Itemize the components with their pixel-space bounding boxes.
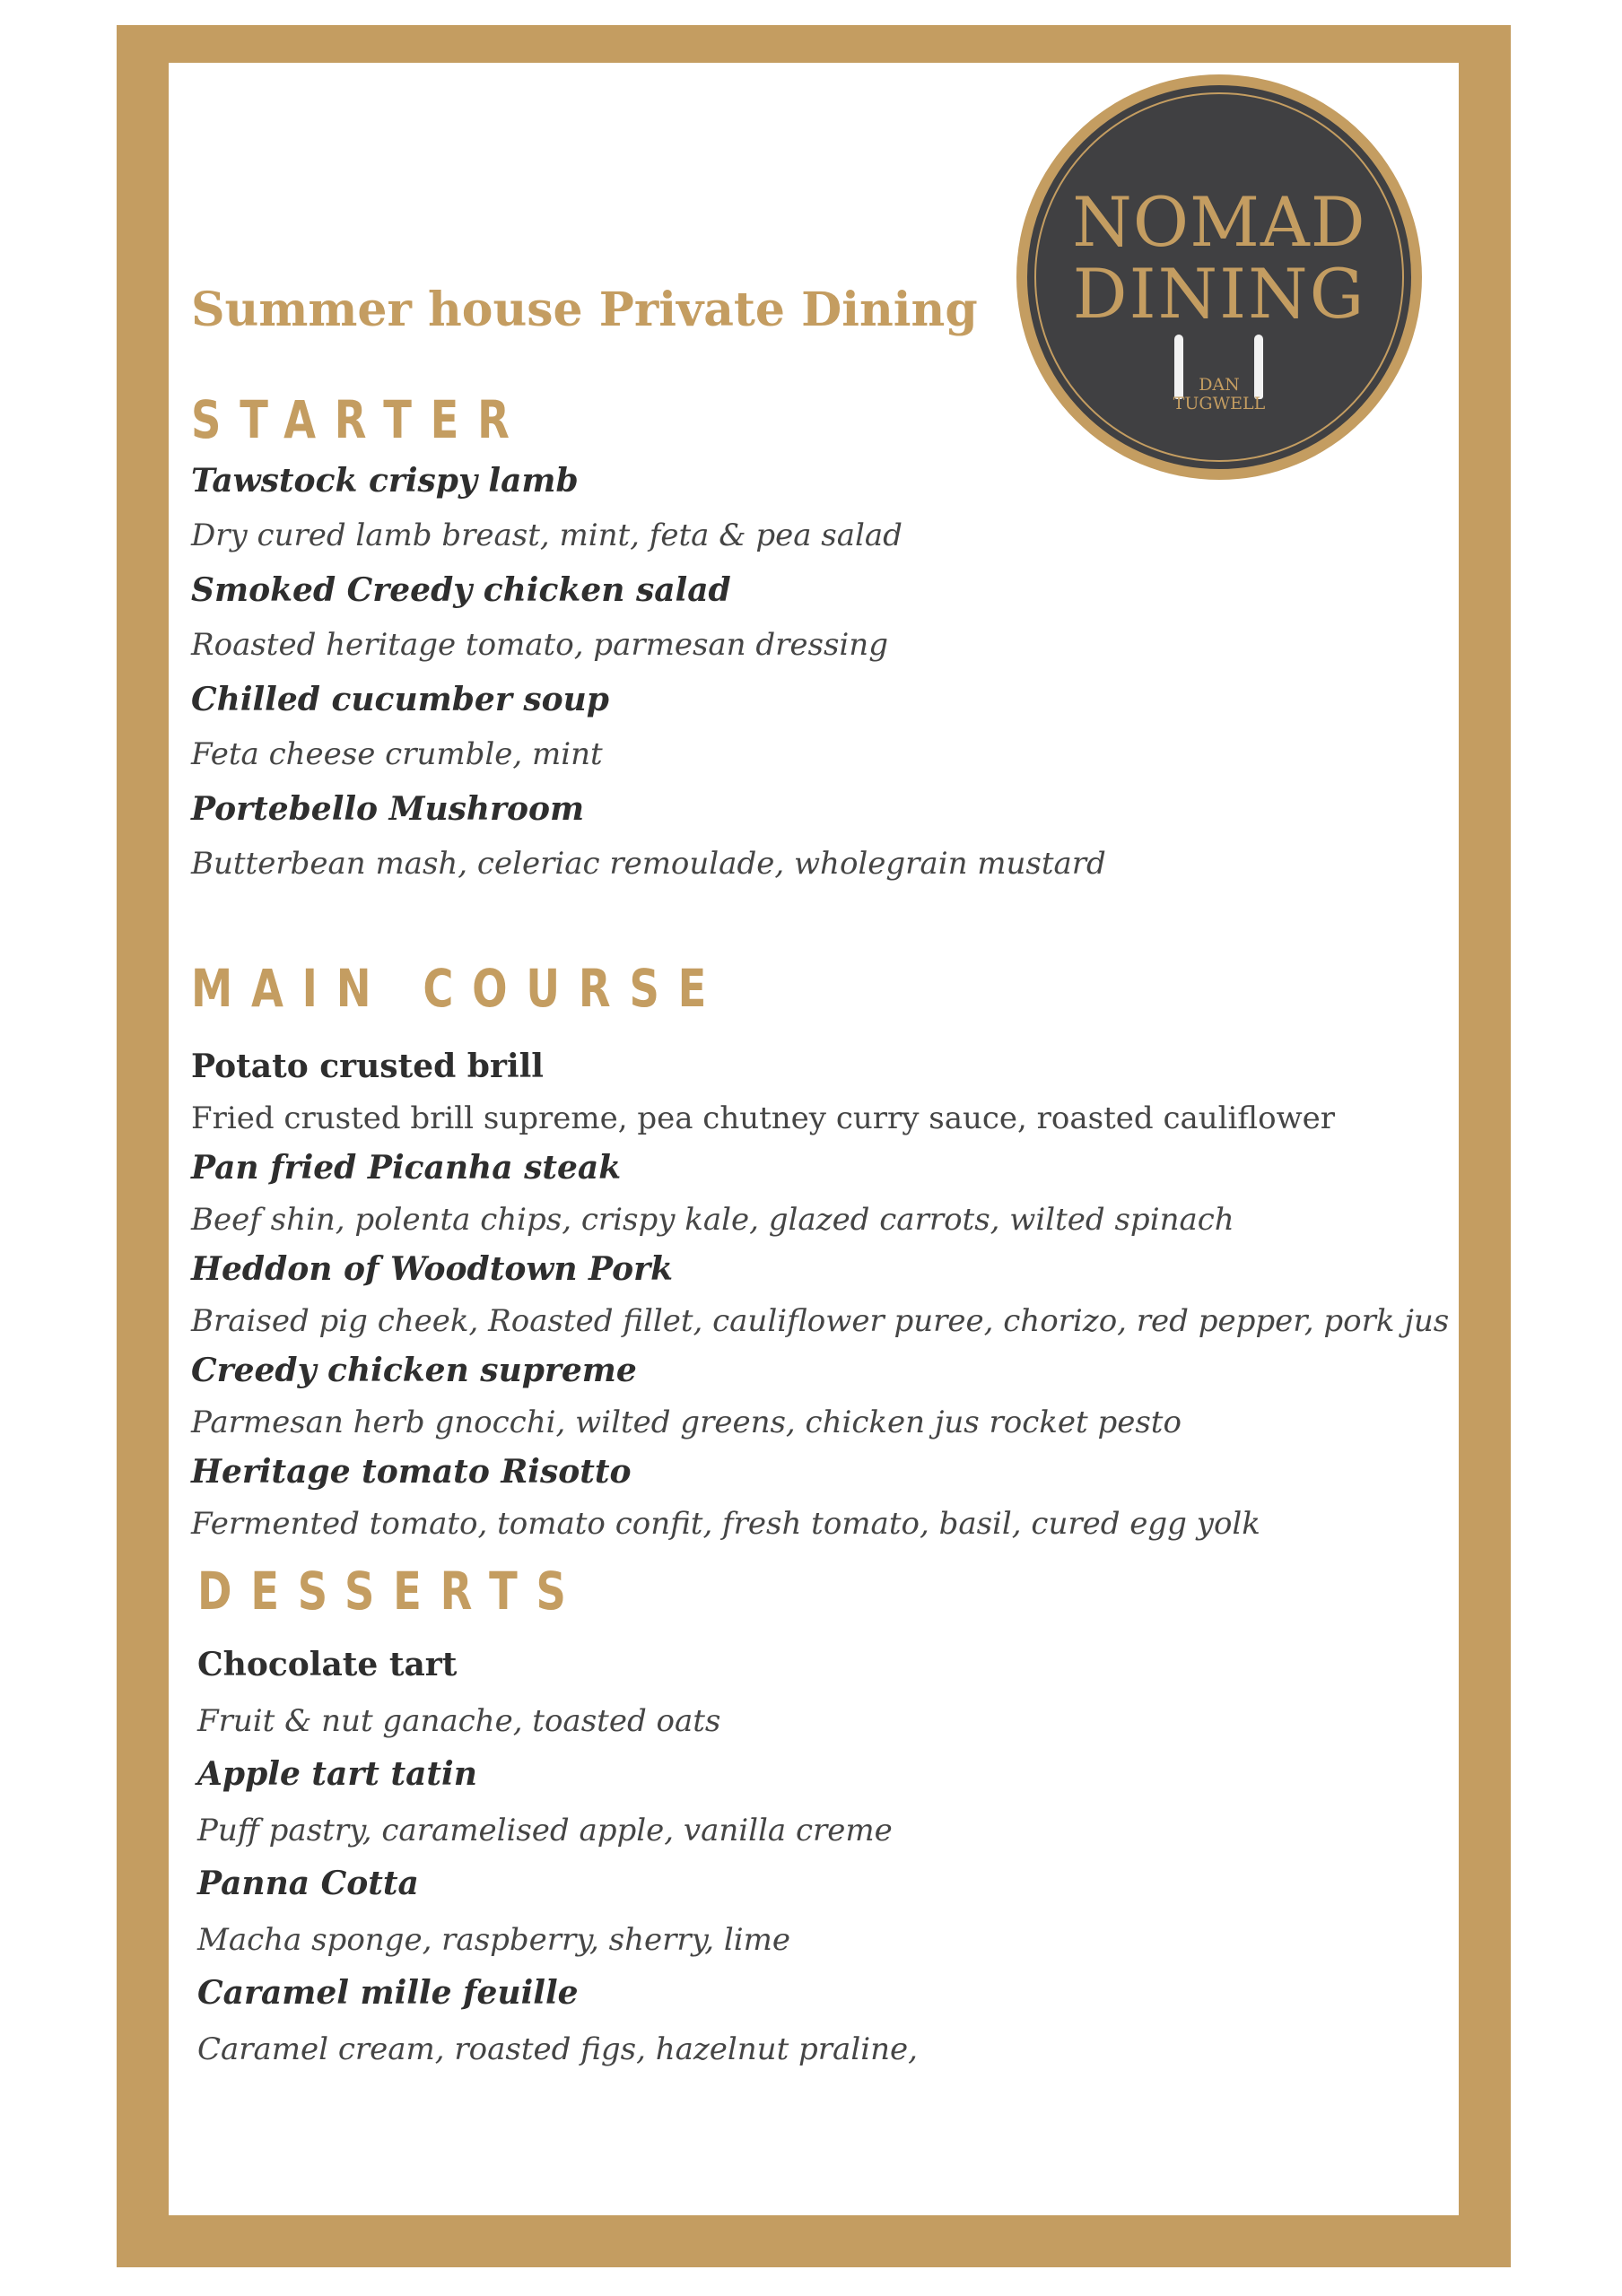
menu-item-description: Caramel cream, roasted figs, hazelnut praline,: [197, 2031, 918, 2067]
menu-item-description: Braised pig cheek, Roasted fillet, cauliflower puree, chorizo, red pepper, pork jus: [191, 1303, 1450, 1339]
menu-item-name: Potato crusted brill: [191, 1048, 544, 1085]
logo-subtitle: [1016, 376, 1422, 413]
menu-item-description: Dry cured lamb breast, mint, feta & pea salad: [191, 517, 903, 553]
section-heading-main-course: MAIN COURSE: [191, 958, 726, 1019]
menu-item-name: Apple tart tatin: [197, 1755, 477, 1793]
menu-item-description: Puff pastry, caramelised apple, vanilla creme: [197, 1813, 893, 1848]
menu-item-name: Panna Cotta: [197, 1865, 419, 1902]
logo-line-2: DINING: [1072, 254, 1366, 334]
menu-item-name: Heddon of Woodtown Pork: [191, 1250, 674, 1288]
menu-item-name: Caramel mille feuille: [197, 1974, 579, 2012]
logo-sub-line-1: DAN: [1199, 375, 1240, 395]
menu-item-name: Portebello Mushroom: [191, 790, 585, 828]
menu-item-description: Feta cheese crumble, mint: [191, 736, 603, 772]
logo-sub-line-2: TUGWELL: [1173, 394, 1266, 413]
menu-item-description: Fried crusted brill supreme, pea chutney curry sauce, roasted cauliflower: [191, 1100, 1336, 1136]
menu-item-name: Chocolate tart: [197, 1646, 458, 1683]
menu-item-name: Chilled cucumber soup: [191, 681, 609, 718]
menu-item-name: Tawstock crispy lamb: [191, 462, 579, 500]
menu-item-description: Roasted heritage tomato, parmesan dressing: [191, 627, 888, 663]
menu-item-description: Macha sponge, raspberry, sherry, lime: [197, 1922, 791, 1958]
nomad-dining-logo: [1016, 74, 1422, 480]
menu-item-name: Pan fried Picanha steak: [191, 1149, 622, 1187]
menu-title: Summer house Private Dining: [191, 283, 978, 337]
menu-item-name: Creedy chicken supreme: [191, 1352, 637, 1389]
menu-item-description: Parmesan herb gnocchi, wilted greens, chicken jus rocket pesto: [191, 1405, 1182, 1440]
section-heading-starter: STARTER: [191, 389, 528, 450]
menu-item-description: Butterbean mash, celeriac remoulade, wholegrain mustard: [191, 846, 1106, 882]
menu-item-description: Fruit & nut ganache, toasted oats: [197, 1703, 721, 1739]
menu-item-description: Fermented tomato, tomato confit, fresh tomato, basil, cured egg yolk: [191, 1506, 1260, 1542]
section-heading-desserts: DESSERTS: [197, 1561, 585, 1622]
menu-item-description: Beef shin, polenta chips, crispy kale, glazed carrots, wilted spinach: [191, 1202, 1234, 1238]
logo-line-1: NOMAD: [1072, 182, 1366, 262]
menu-item-name: Heritage tomato Risotto: [191, 1453, 632, 1491]
menu-item-name: Smoked Creedy chicken salad: [191, 571, 731, 609]
